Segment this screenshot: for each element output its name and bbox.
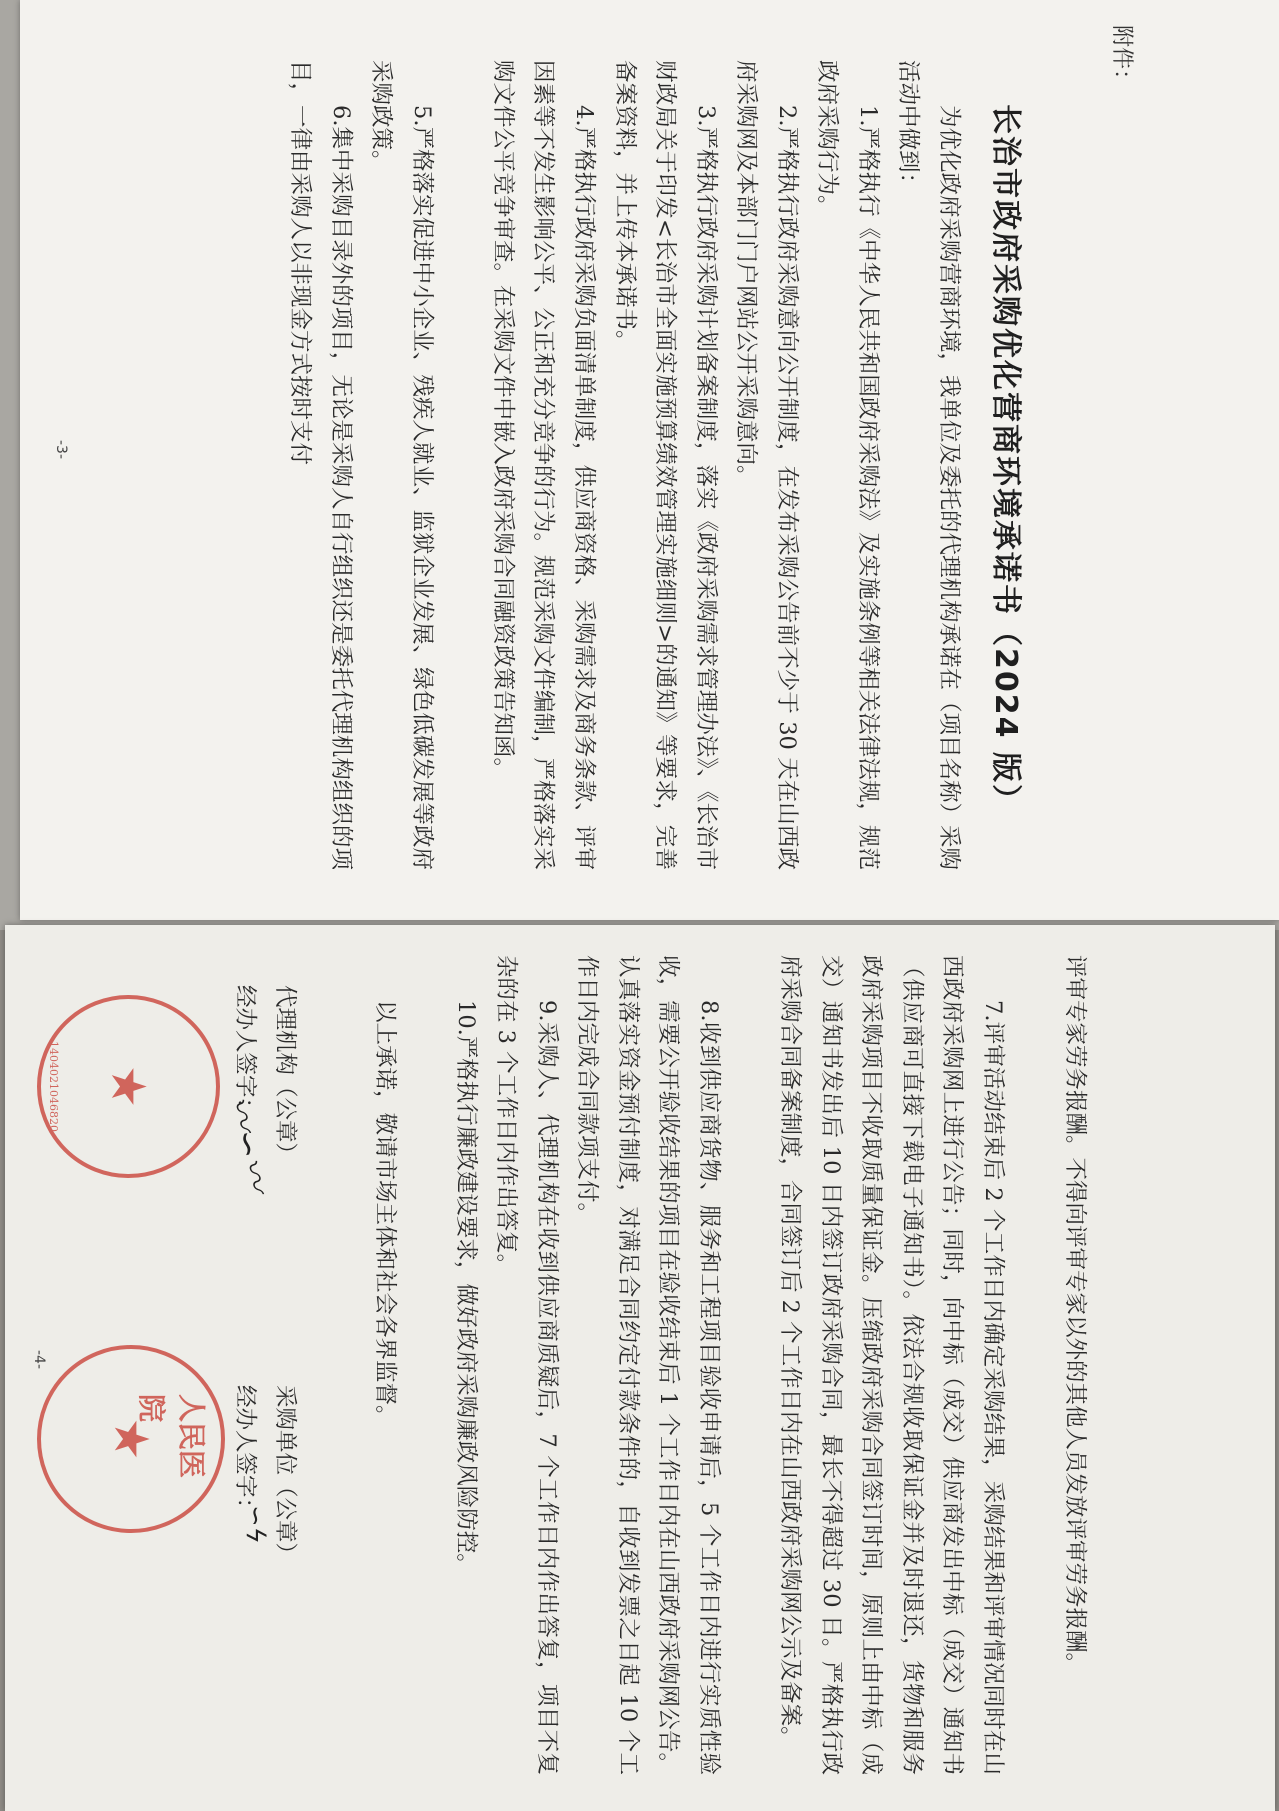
agency-seal-label: 代理机构（公章） xyxy=(272,985,298,1166)
purchaser-handwritten-signature: ∽ϟ xyxy=(240,1505,270,1544)
agency-seal-number: 1404021046820 xyxy=(47,1041,60,1132)
purchaser-seal-stamp: ★ 人民医院 xyxy=(37,1345,225,1533)
item-3: 3.严格执行政府采购计划备案制度，落实《政府采购需求管理办法》、《长治市财政局关于印发<长治市全面实施预算绩效管理实施细则>的通知》等要求，完善备案资料，并上传本承诺书。 xyxy=(612,60,719,870)
closing-paragraph: 以上承诺，敬请市场主体和社会各界监督。 xyxy=(372,1000,398,1428)
item-5: 5.严格落实促进中小企业、残疾人就业、监狱企业发展、绿色低碳发展等政府采购政策。 xyxy=(368,60,435,870)
item-7: 7.评审活动结束后 2 个工作日内确定采购结果，采购结果和评审情况同时在山西政府采购网上进行公告；同时，向中标（成交）供应商发出中标（成交）通知书（供应商可直接下载电子通知书）。依法合规收取保证金并及时退还，货物和服务政府采购项目不收取质量保证金。压缩政府采购合同签订时间，原则上由中标（成交）通知书发出后 10 日内签订政府采购合同，最长不得超过 30 日。严格执行政府采购合同备案制度，合同签订后 2 个工作日内在山西政府采购网公示及备案。 xyxy=(777,955,1006,1775)
item-1: 1.严格执行《中华人民共和国政府采购法》及实施条例等相关法律法规，规范政府采购行为。 xyxy=(814,60,881,870)
purchaser-seal-label: 采购单位（公章） xyxy=(272,1385,298,1566)
page-4-sheet xyxy=(5,925,1275,1811)
purchaser-seal-text: 人民医院 xyxy=(135,1394,208,1479)
page-number: -3- xyxy=(53,440,69,460)
agency-handwritten-signature: 〰∽〰 xyxy=(217,1092,277,1196)
intro-paragraph: 为优化政府采购营商环境，我单位及委托的代理机构承诺在（项目名称）采购活动中做到： xyxy=(895,60,962,871)
attachment-label: 附件： xyxy=(1109,25,1134,92)
page-3-content xyxy=(20,0,1279,920)
agency-handler-label: 经办人签字： xyxy=(232,985,258,1121)
page-3-sheet xyxy=(20,0,1279,920)
purchaser-handler-label: 经办人签字： xyxy=(232,1385,258,1521)
page-number: -4- xyxy=(31,1350,47,1370)
item-8: 8.收到供应商货物、服务和工程项目验收申请后，5 个工作日内进行实质性验收，需要公开验收结果的项目在验收结束后 1 个工作日内在山西政府采购网公告。认真落实资金预付制度，对满足合同约定付款条件的，自收到发票之日起 10 个工作日内完成合同款项支付。 xyxy=(574,955,722,1775)
item-2: 2.严格执行政府采购意向公开制度，在发布采购公告前不少于 30 天在山西政府采购网及本部门门户网站公开采购意向。 xyxy=(733,60,800,870)
agency-seal-stamp: ★ 1404021046820 xyxy=(37,995,220,1178)
item-6: 6.集中采购目录外的项目，无论是采购人自行组织还是委托代理机构组织的项目，一律由采购人以非现金方式按时支付 xyxy=(287,60,354,870)
document-title: 长治市政府采购优化营商环境承诺书（2024 版） xyxy=(988,104,1023,816)
item-10: 10.严格执行廉政建设要求，做好政府采购廉政风险防控。 xyxy=(453,1000,479,1576)
page-4-content xyxy=(5,925,1275,1811)
item-9: 9.采购人、代理机构在收到供应商质疑后，7 个工作日内作出答复，项目不复杂的在 3 个工作日内作出答复。 xyxy=(493,955,560,1775)
item-4: 4.严格执行政府采购负面清单制度，供应商资格、采购需求及商务条款、评审因素等不发生影响公平、公正和充分竞争的行为。规范采购文件编制，严格落实采购文件公平竞争审查。在采购文件中嵌入政府采购合同融资政策告知函。 xyxy=(490,60,597,871)
continuation-paragraph: 评审专家劳务报酬。不得向评审专家以外的其他人员发放评审劳务报酬。 xyxy=(1062,955,1088,1676)
